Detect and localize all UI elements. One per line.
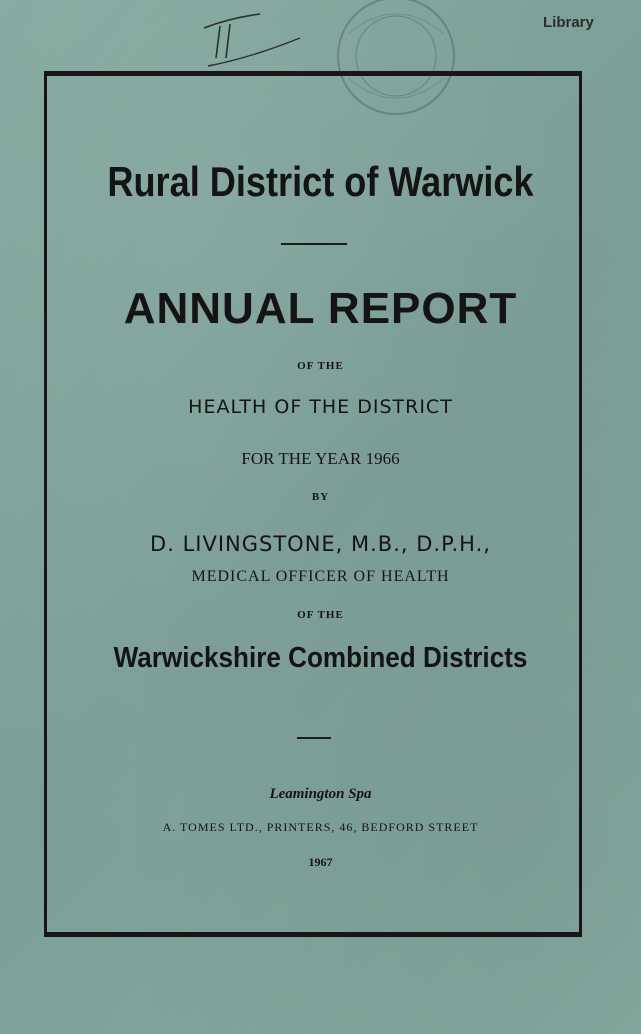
combined-districts-title: Warwickshire Combined Districts [113,642,528,674]
printer-imprint: A. TOMES LTD., PRINTERS, 46, BEDFORD STREET [162,820,479,834]
handwritten-shelf-mark [190,6,310,76]
of-the-label: OF THE [297,360,344,372]
report-title: ANNUAL REPORT [123,284,518,333]
publication-place: Leamington Spa [269,786,372,802]
author-name: D. LIVINGSTONE, M.B., D.P.H., [150,532,491,556]
publication-year: 1967 [308,855,333,869]
divider-rule-2 [297,737,331,739]
report-subject: HEALTH OF THE DISTRICT [188,396,453,418]
of-the-label-2: OF THE [297,609,344,621]
library-label: Library [543,14,594,31]
divider-rule [281,243,347,245]
author-role: MEDICAL OFFICER OF HEALTH [191,568,450,585]
by-label: BY [311,491,330,503]
authority-title: Rural District of Warwick [107,158,534,205]
report-period: FOR THE YEAR 1966 [241,449,400,468]
